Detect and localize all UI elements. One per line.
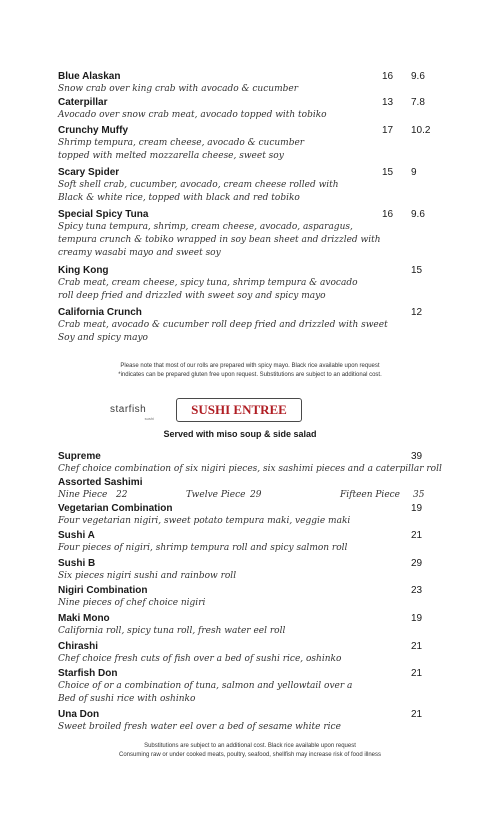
item-description: California roll, spicy tuna roll, fresh water eel roll bbox=[58, 626, 286, 636]
item-name: Blue Alaskan bbox=[58, 71, 121, 82]
item-name: Supreme bbox=[58, 451, 101, 462]
menu-item-maki-mono bbox=[58, 612, 458, 638]
item-price-roll: 17 bbox=[382, 125, 394, 136]
item-name: Starfish Don bbox=[58, 668, 118, 679]
menu-item-caterpillar bbox=[58, 96, 458, 122]
section-subtitle: Served with miso soup & side salad bbox=[163, 429, 317, 439]
rolls-note-line: Please note that most of our rolls are prepared with spicy mayo. Black rice available upon request bbox=[120, 363, 380, 369]
option-price: 35 bbox=[413, 490, 425, 500]
menu-item-chirashi bbox=[58, 640, 458, 666]
item-name: Nigiri Combination bbox=[58, 585, 148, 596]
item-description: Black & white rice, topped with black and red tobiko bbox=[58, 193, 300, 203]
item-description: Crab meat, cream cheese, spicy tuna, shrimp tempura & avocado bbox=[58, 278, 358, 288]
menu-item-crunchy-muffy bbox=[58, 124, 458, 163]
item-description: Crab meat, avocado & cucumber roll deep fried and drizzled with sweet bbox=[58, 320, 388, 330]
section-title: SUSHI ENTREE bbox=[176, 398, 302, 422]
item-description: Four pieces of nigiri, shrimp tempura roll and spicy salmon roll bbox=[58, 543, 348, 553]
item-description: Chef choice combination of six nigiri pieces, six sashimi pieces and a caterpillar roll bbox=[58, 464, 442, 474]
item-name: Una Don bbox=[58, 709, 100, 720]
item-description: Choice of or a combination of tuna, salmon and yellowtail over a bbox=[58, 681, 353, 691]
item-description: creamy wasabi mayo and sweet soy bbox=[58, 248, 221, 258]
item-price: 19 bbox=[411, 503, 423, 514]
item-description: topped with melted mozzarella cheese, sweet soy bbox=[58, 151, 284, 161]
item-price-hand: 7.8 bbox=[411, 97, 425, 108]
menu-item-scary-spider bbox=[58, 166, 458, 205]
item-price-hand: 10.2 bbox=[411, 125, 431, 136]
item-price: 15 bbox=[411, 265, 423, 276]
item-description: Sweet broiled fresh water eel over a bed of sesame white rice bbox=[58, 722, 341, 732]
item-name: Vegetarian Combination bbox=[58, 503, 173, 514]
menu-item-una-don bbox=[58, 708, 458, 734]
item-description: Nine pieces of chef choice nigiri bbox=[58, 598, 206, 608]
item-description: Bed of sushi rice with oshinko bbox=[58, 694, 196, 704]
item-name: King Kong bbox=[58, 265, 109, 276]
item-price: 12 bbox=[411, 307, 423, 318]
option-label: Nine Piece bbox=[58, 490, 108, 500]
item-price-hand: 9.6 bbox=[411, 209, 425, 220]
item-price-roll: 16 bbox=[382, 71, 394, 82]
item-price: 29 bbox=[411, 558, 423, 569]
menu-item-vegetarian-combination bbox=[58, 502, 458, 528]
item-price-roll: 15 bbox=[382, 167, 394, 178]
footer-note-line: Substitutions are subject to an additional cost. Black rice available upon request bbox=[144, 743, 356, 749]
footer-note bbox=[0, 742, 500, 760]
item-price: 21 bbox=[411, 668, 423, 679]
item-description: Snow crab over king crab with avocado & cucumber bbox=[58, 84, 298, 94]
item-name: Chirashi bbox=[58, 641, 99, 652]
menu-item-king-kong bbox=[58, 264, 458, 303]
item-description: Soy and spicy mayo bbox=[58, 333, 148, 343]
menu-item-nigiri-combination bbox=[58, 584, 458, 610]
option-label: Twelve Piece bbox=[186, 490, 246, 500]
item-description: Four vegetarian nigiri, sweet potato tempura maki, veggie maki bbox=[58, 516, 351, 526]
item-description: Six pieces nigiri sushi and rainbow roll bbox=[58, 571, 237, 581]
menu-item-blue-alaskan bbox=[58, 70, 458, 96]
sashimi-options bbox=[58, 489, 458, 502]
menu-item-sushi-a bbox=[58, 529, 458, 555]
item-price-hand: 9.6 bbox=[411, 71, 425, 82]
item-price-roll: 13 bbox=[382, 97, 394, 108]
menu-item-sushi-b bbox=[58, 557, 458, 583]
menu-item-assorted-sashimi bbox=[58, 476, 458, 502]
item-name: Caterpillar bbox=[58, 97, 108, 108]
item-description: Spicy tuna tempura, shrimp, cream cheese, avocado, asparagus, bbox=[58, 222, 353, 232]
starfish-logo bbox=[110, 404, 156, 424]
item-description: Avocado over snow crab meat, avocado topped with tobiko bbox=[58, 110, 327, 120]
item-name: Sushi A bbox=[58, 530, 95, 541]
item-price: 39 bbox=[411, 451, 423, 462]
item-name: Sushi B bbox=[58, 558, 96, 569]
menu-item-supreme bbox=[58, 450, 458, 476]
item-name: Scary Spider bbox=[58, 167, 120, 178]
item-price: 23 bbox=[411, 585, 423, 596]
item-description: roll deep fried and drizzled with sweet soy and spicy mayo bbox=[58, 291, 326, 301]
item-price-roll: 16 bbox=[382, 209, 394, 220]
item-description: Soft shell crab, cucumber, avocado, cream cheese rolled with bbox=[58, 180, 339, 190]
item-price-hand: 9 bbox=[411, 167, 417, 178]
option-label: Fifteen Piece bbox=[340, 490, 401, 500]
item-name: Special Spicy Tuna bbox=[58, 209, 149, 220]
menu-item-starfish-don bbox=[58, 667, 458, 706]
item-price: 21 bbox=[411, 641, 423, 652]
rolls-note bbox=[0, 362, 500, 380]
logo-text: starfish bbox=[110, 404, 147, 415]
footer-note-line: Consuming raw or under cooked meats, poultry, seafood, shellfish may increase risk of food illness bbox=[118, 752, 381, 758]
item-price: 19 bbox=[411, 613, 423, 624]
item-description: Chef choice fresh cuts of fish over a bed of sushi rice, oshinko bbox=[58, 654, 342, 664]
item-price: 21 bbox=[411, 530, 423, 541]
item-name: Crunchy Muffy bbox=[58, 125, 128, 136]
rolls-note-line: *indicates can be prepared gluten free upon request. Substitutions are subject to an additional cost. bbox=[118, 372, 382, 378]
logo-subtext: sushi bbox=[144, 416, 154, 421]
item-name: Assorted Sashimi bbox=[58, 477, 143, 488]
menu-item-california-crunch bbox=[58, 306, 458, 345]
item-name: Maki Mono bbox=[58, 613, 110, 624]
item-description: Shrimp tempura, cream cheese, avocado & cucumber bbox=[58, 138, 305, 148]
option-price: 22 bbox=[116, 490, 128, 500]
item-name: California Crunch bbox=[58, 307, 142, 318]
item-price: 21 bbox=[411, 709, 423, 720]
option-price: 29 bbox=[250, 490, 262, 500]
menu-item-special-spicy-tuna bbox=[58, 208, 458, 260]
item-description: tempura crunch & tobiko wrapped in soy bean sheet and drizzled with bbox=[58, 235, 381, 245]
